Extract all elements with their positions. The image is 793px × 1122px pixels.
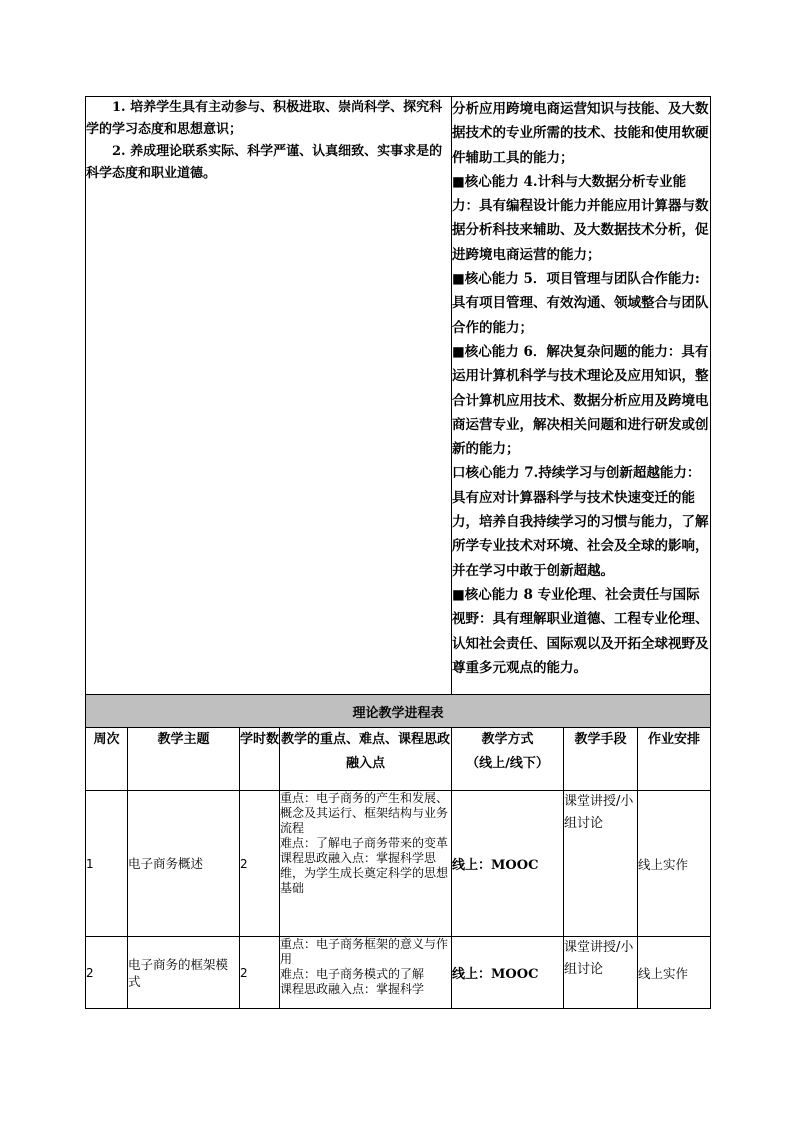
- row-difficulty: 难点：电子商务模式的了解: [280, 967, 425, 981]
- objective-item: 2. 养成理论联系实际、科学严谨、认真细致、实事求是的科学态度和职业道德。: [86, 144, 443, 181]
- header-key-points: 教学的重点、难点、课程思政融入点: [280, 728, 452, 791]
- header-means: 教学手段: [564, 728, 638, 791]
- row-means: 课堂讲授/小组讨论: [564, 937, 638, 1009]
- header-week: 周次: [86, 728, 128, 791]
- row-hours: 2: [240, 937, 280, 1009]
- capability-item: ■核心能力 6．解决复杂问题的能力：具有运用计算机科学与技术理论及应用知识，整合计算机应用技术、数据分析应用及跨境电商运营专业，解决相关问题和进行研发或创新的能力；: [452, 343, 709, 458]
- table-row: [86, 791, 711, 937]
- section-title-row: [86, 695, 711, 728]
- row-key-points: [280, 791, 452, 937]
- capability-item: ■核心能力 8 专业伦理、社会责任与国际视野：具有理解职业道德、工程专业伦理、认知社会责任、国际观以及开拓全球视野及尊重多元观点的能力。: [452, 586, 709, 676]
- table-row: [86, 937, 711, 1009]
- row-ideology: 课程思政融入点：掌握科学: [280, 982, 425, 996]
- row-focus: 重点：电子商务框架的意义与作用: [280, 937, 449, 966]
- row-key-points: [280, 937, 452, 1009]
- row-mode: 线上：MOOC: [452, 791, 564, 937]
- row-topic: 电子商务概述: [128, 791, 240, 937]
- capability-item: ■核心能力 5．项目管理与团队合作能力:具有项目管理、有效沟通、领域整合与团队合作的能力；: [452, 271, 709, 336]
- objective-item: 1. 培养学生具有主动参与、积极进取、崇尚科学、探究科学的学习态度和思想意识；: [86, 100, 443, 137]
- row-difficulty: 难点：了解电子商务带来的变革: [280, 836, 449, 850]
- row-ideology: 课程思政融入点：掌握科学思维，为学生成长奠定科学的思想基础: [280, 851, 449, 895]
- row-means: 课堂讲授/小组讨论: [564, 791, 638, 937]
- header-mode: [452, 728, 564, 791]
- row-topic: 电子商务的框架模式: [128, 937, 240, 1009]
- syllabus-table: [85, 96, 711, 1009]
- row-homework: 线上实作: [638, 791, 711, 937]
- row-focus: 重点：电子商务的产生和发展、概念及其运行、框架结构与业务流程: [280, 791, 449, 835]
- header-hours: 学时数: [240, 728, 280, 791]
- header-mode-line2: （线上/线下）: [466, 756, 549, 771]
- core-capabilities-cell: [452, 97, 711, 695]
- capability-item: ■核心能力 4.计科与大数据分析专业能力：具有编程设计能力并能应用计算器与数据分析科技来辅助、及大数据技术分析，促进跨境电商运营的能力；: [452, 173, 709, 263]
- header-topic: 教学主题: [128, 728, 240, 791]
- section-title: 理论教学进程表: [86, 695, 711, 728]
- objectives-row: [86, 97, 711, 695]
- header-mode-line1: 教学方式: [481, 732, 534, 747]
- header-homework: 作业安排: [638, 728, 711, 791]
- table-header-row: [86, 728, 711, 791]
- row-week: 1: [86, 791, 128, 937]
- row-hours: 2: [240, 791, 280, 937]
- capability-item: 分析应用跨境电商运营知识与技能、及大数据技术的专业所需的技术、技能和使用软硬件辅助工具的能力；: [452, 101, 709, 166]
- row-mode: 线上：MOOC: [452, 937, 564, 1009]
- capability-item: 口核心能力 7.持续学习与创新超越能力：具有应对计算器科学与技术快速变迁的能力，培养自我持续学习的习惯与能力，了解所学专业技术对环境、社会及全球的影响，并在学习中敢于创新超越。: [452, 465, 709, 579]
- row-homework: 线上实作: [638, 937, 711, 1009]
- row-week: 2: [86, 937, 128, 1009]
- ideology-objectives-cell: [86, 97, 452, 695]
